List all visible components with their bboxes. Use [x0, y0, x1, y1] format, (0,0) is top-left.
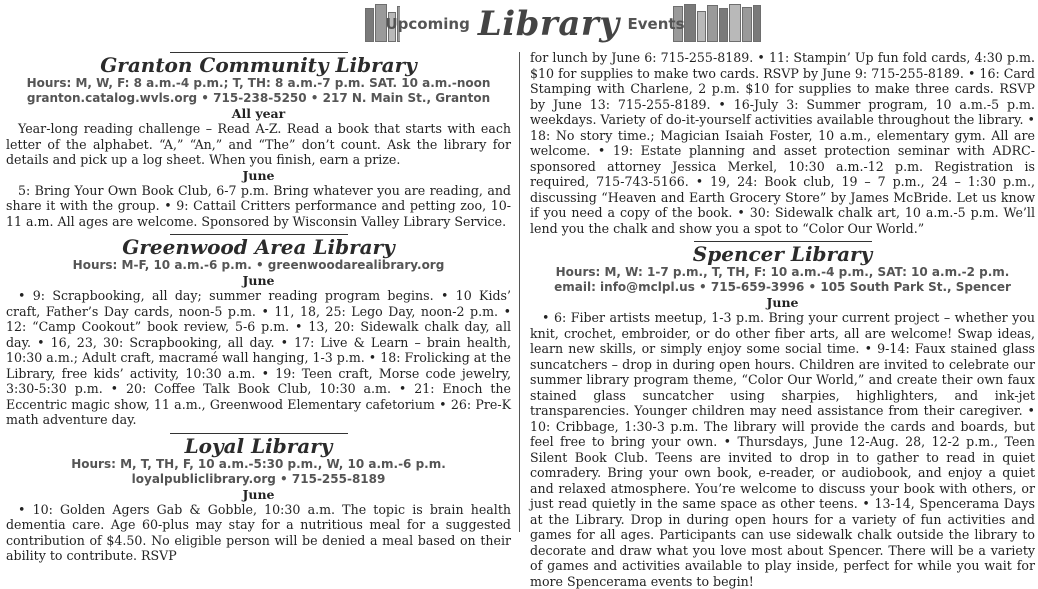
section-subhead: All year [231, 106, 286, 121]
library-contact: granton.catalog.wvls.org • 715-238-5250 • 217 N. Main St., Granton [26, 91, 491, 105]
event-text: • 10: Golden Agers Gab & Gobble, 10:30 a.m. The topic is brain health dementia care. Age 60-plus may stay for a nutritious meal for a suggested contribution of $4.50. No eligible person will be denied a meal based on their ability to contribute. RSVP [6, 501, 511, 563]
library-hours: Hours: M, W, F: 8 a.m.-4 p.m.; T, TH: 8 a.m.-7 p.m. SAT. 10 a.m.-noon [26, 76, 491, 90]
library-contact: email: info@mclpl.us • 715-659-3996 • 105 South Park St., Spencer [554, 280, 1011, 294]
bookshelf-right-icon [673, 2, 761, 42]
event-text: • 9: Scrapbooking, all day; summer reading program begins. • 10 Kids’ craft, Father’s Day cards, noon-5 p.m. • 11, 18, 25: Lego Day, noon-2 p.m. • 12: “Camp Cookout” book review, 5-6 p.m. • 13, 20: Sidewalk chalk day, all day. • 16, 23, 30: Scrapbooking, all day. • 17: Live & Learn – brain health, 10:30 a.m.; Adult craft, macramé wall hanging, 1-3 p.m. • 18: Frolicking at the Library, free kids’ activity, 10:30 a.m. • 19: Teen craft, Morse code jewelry, 3:30-5:30 p.m. • 20: Coffee Talk Book Club, 10:30 a.m. • 21: Enoch the Eccentric magic show, 11 a.m., Greenwood Elementary cafetorium • 26: Pre-K math adventure day. [6, 288, 511, 427]
section-subhead: June [242, 167, 275, 183]
section-subhead: June [242, 273, 275, 288]
banner-title-word: Library [477, 4, 620, 44]
banner-left-word: Upcoming [385, 15, 470, 33]
event-text: 5: Bring Your Own Book Club, 6-7 p.m. Bring whatever you are reading, and share it with the group. • 9: Cattail Critters performance and petting zoo, 10-11 a.m. All ages are welcome. Sponsored by Wisconsin Valley Library Service. [6, 182, 511, 229]
event-text: Year-long reading challenge – Read A-Z. Read a book that starts with each letter of the alphabet. “A,” “An,” and “The” don’t count. Ask the library for details and pick up a log sheet. When you finish, earn a prize. [6, 121, 511, 167]
banner-title [385, 2, 685, 46]
library-contact: Hours: M-F, 10 a.m.-6 p.m. • greenwoodarealibrary.org [72, 258, 445, 272]
library-name: Loyal Library [184, 433, 333, 458]
spencer-section [530, 241, 1035, 589]
library-name: Greenwood Area Library [122, 235, 395, 259]
left-column [6, 52, 511, 564]
right-column [530, 50, 1035, 589]
events-banner [0, 0, 1038, 50]
section-subhead: June [766, 295, 799, 310]
library-name: Spencer Library [692, 242, 873, 266]
library-name: Granton Community Library [100, 53, 417, 77]
event-text-continued: for lunch by June 6: 715-255-8189. • 11: Stampin’ Up fun fold cards, 4:30 p.m. $10 for supplies to make two cards. RSVP by June 9: 715-255-8189. • 16: Card Stamping with Charlene, 2 p.m. $10 for supplies to make three cards. RSVP by June 13: 715-255-8189. • 16-July 3: Summer program, 10 a.m.-5 p.m. weekdays. Variety of do-it-yourself activities available throughout the library. • 18: No story time.; Magician Isaiah Foster, 10 a.m., elementary gym. All are welcome. • 19: Estate planning and asset protection seminar with ADRC-sponsored attorney Jessica Merkel, 10:30 a.m.-12 p.m. Registration is required, 715-743-5166. • 19, 24: Book club, 19 – 7 p.m., 24 – 1:30 p.m., discussing “Heaven and Earth Grocery Store” by James McBride. Let us know if you need a copy of the book. • 30: Sidewalk chalk art, 10 a.m.-5 p.m. We’ll lend you the chalk and show you a spot to “Color Our World.” [530, 50, 1035, 236]
event-text: • 6: Fiber artists meetup, 1-3 p.m. Bring your current project – whether you knit, crochet, embroider, or do other fiber arts, all are welcome! Swap ideas, learn new skills, or simply enjoy some social time. • 9-14: Faux stained glass suncatchers – drop in during open hours. Children are invited to celebrate our summer library program theme, “Color Our World,” and create their own faux stained glass suncatcher using sharpies, highlighters, and ink-jet transparencies. Younger children may need assistance from their caregiver. • 10: Cribbage, 1:30-3 p.m. The library will provide the cards and boards, but feel free to bring your own. • Thursdays, June 12-Aug. 28, 12-2 p.m., Teen Silent Book Club. Teens are invited to drop in to gather to read in quiet comradery. Bring your own book, e-reader, or audiobook, and enjoy a quiet and relaxed atmosphere. You’re welcome to discuss your book with others, or just read quietly in the same space as other teens. • 13-14, Spencerama Days at the Library. Drop in during open hours for a variety of fun activities and games for all ages. Participants can use sidewalk chalk outside the library to decorate and draw what you love most about Spencer. There will be a variety of games and activities available to play inside, perfect for while you wait for more Spencerama events to begin! [530, 310, 1035, 589]
library-hours: Hours: M, T, TH, F, 10 a.m.-5:30 p.m., W, 10 a.m.-6 p.m. [71, 456, 446, 471]
library-hours: Hours: M, W: 1-7 p.m., T, TH, F: 10 a.m.-4 p.m., SAT: 10 a.m.-2 p.m. [555, 265, 1010, 279]
loyal-section [6, 433, 511, 564]
greenwood-section [6, 234, 511, 428]
section-subhead: June [242, 486, 275, 502]
column-divider [519, 52, 520, 532]
library-contact: loyalpubliclibrary.org • 715-255-8189 [131, 471, 386, 486]
granton-section [6, 52, 511, 229]
banner-right-word: Events [627, 15, 685, 33]
